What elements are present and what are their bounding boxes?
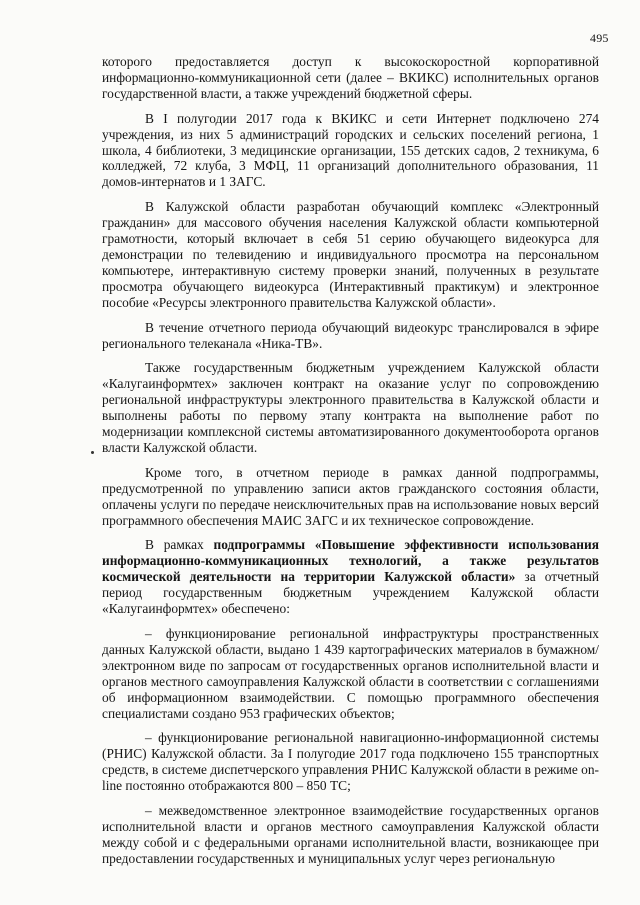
- paragraph: Кроме того, в отчетном периоде в рамках данной подпрограммы, предусмотренной по управлению записи актов гражданского состояния области, оплачены услуги по передаче неисключительных прав на использование новых версий программного обеспечения МАИС ЗАГС и их техническое сопровождение.: [102, 464, 599, 528]
- paragraph-subprogram-lead: В рамках: [145, 537, 214, 553]
- document-body: [102, 54, 599, 876]
- list-item: – функционирование региональной навигационно-информационной системы (РНИС) Калужской области. За I полугодие 2017 года подключено 155 транспортных средств, в системе диспетчерского управления РНИС Калужской области в режиме on-line постоянно отображаются 800 – 850 ТС;: [102, 730, 599, 794]
- scan-speck: [91, 451, 94, 454]
- paragraph: которого предоставляется доступ к высокоскоростной корпоративной информационно-коммуникационной сети (далее – ВКИКС) исполнительных органов государственной власти, а также учреждений бюджетной сферы.: [102, 54, 599, 101]
- list-item: – межведомственное электронное взаимодействие государственных органов исполнительной власти и органов местного самоуправления Калужской области между собой и с федеральными органами исполнительной власти, возникающее при предоставлении государственных и муниципальных услуг через региональную: [102, 803, 599, 866]
- subprogram-title: подпрограммы «Повышение эффективности использования информационно-коммуникационных технологий, а также результатов космической деятельности на территории Калужской области»: [102, 537, 599, 585]
- paragraph: В Калужской области разработан обучающий комплекс «Электронный гражданин» для массового обучения населения Калужской области компьютерной грамотности, который включает в себя 51 серию обучающего видеокурса для демонстрации по телевидению и индивидуального просмотра на персональном компьютере, интерактивную систему проверки знаний, полученных в результате просмотра обучающего видеокурса (Интерактивный практикум) и электронное пособие «Ресурсы электронного правительства Калужской области».: [102, 199, 599, 310]
- paragraph: Также государственным бюджетным учреждением Калужской области «Калугаинформтех» заключен контракт на оказание услуг по сопровождению региональной инфраструктуры электронного правительства в Калужской области и выполнены работы по первому этапу контракта на выполнение работ по модернизации комплексной системы автоматизированного документооборота органов власти Калужской области.: [102, 360, 599, 455]
- paragraph-subprogram-tail: за отчетный период государственным бюджетным учреждением Калужской области «Калугаинформтех» обеспечено:: [102, 569, 599, 617]
- paragraph-subprogram: [102, 537, 599, 617]
- page-number: 495: [590, 31, 609, 45]
- paragraph: В течение отчетного периода обучающий видеокурс транслировался в эфире регионального телеканала «Ника-ТВ».: [102, 319, 599, 351]
- list-item: – функционирование региональной инфраструктуры пространственных данных Калужской области, выдано 1 439 картографических материалов в бумажном/электронном виде по запросам от государственных органов исполнительной власти и органов местного самоуправления Калужской области в соответствии с соглашениями об информационном взаимодействии. С помощью программного обеспечения специалистами создано 953 графических объектов;: [102, 626, 599, 721]
- paragraph: В I полугодии 2017 года к ВКИКС и сети Интернет подключено 274 учреждения, из них 5 администраций городских и сельских поселений региона, 1 школа, 4 библиотеки, 3 медицинские организации, 155 детских садов, 2 техникума, 6 колледжей, 72 клуба, 3 МФЦ, 11 организаций дополнительного образования, 11 домов-интернатов и 1 ЗАГС.: [102, 110, 599, 190]
